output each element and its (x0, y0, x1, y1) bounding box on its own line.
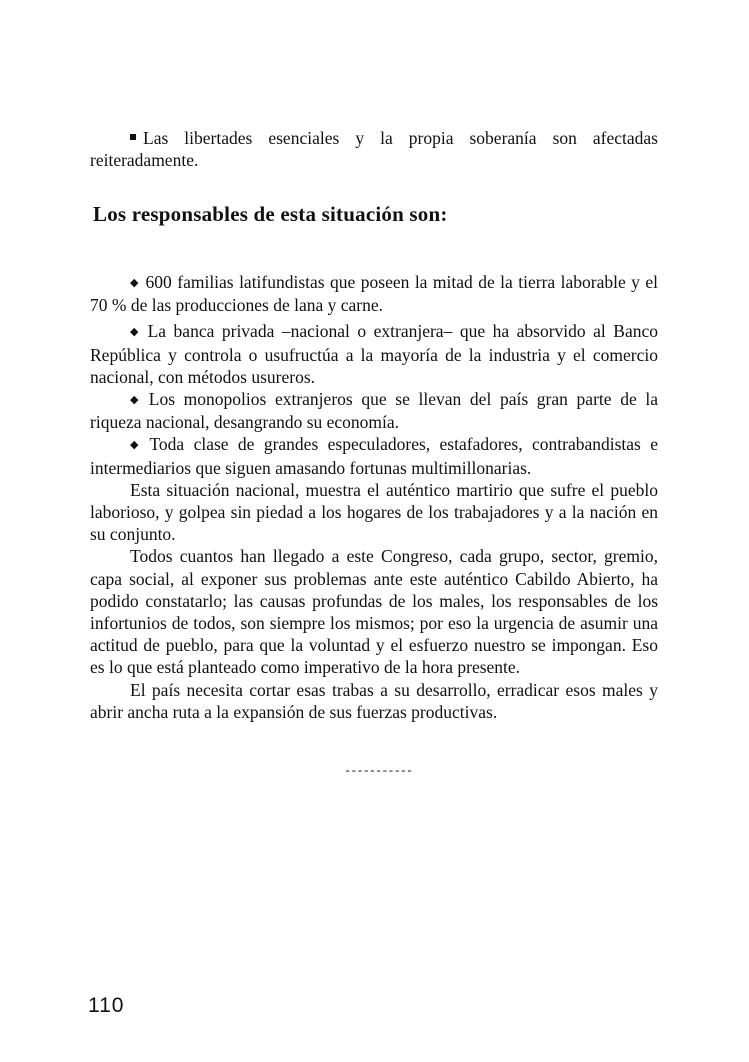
body-paragraph: Esta situación nacional, muestra el auténtico martirio que sufre el pueblo laborioso, y golpea sin piedad a los hogares de los trabajadores y a la nación en su conjunto. (90, 479, 658, 545)
diamond-bullet-icon: ◆ (130, 394, 143, 407)
body-paragraph: El país necesita cortar esas trabas a su desarrollo, erradicar esos males y abrir ancha ruta a la expansión de sus fuerzas productivas. (90, 679, 658, 722)
section-separator: ----------- (344, 764, 413, 778)
diamond-bullet-icon: ◆ (130, 326, 142, 339)
list-item-text: 600 familias latifundistas que poseen la mitad de la tierra laborable y el 70 % de las producciones de lana y carne. (90, 272, 658, 316)
list-item (90, 433, 658, 478)
body-paragraph: Todos cuantos han llegado a este Congreso, cada grupo, sector, gremio, capa social, al exponer sus problemas ante este auténtico Cabildo Abierto, ha podido constatarlo; las causas profundas de los males, los responsables de los infortunios de todos, son siempre los mismos; por eso la urgencia de asumir una actitud de pueblo, para que la voluntad y el esfuerzo nuestro se impongan. Eso es lo que está planteado como imperativo de la hora presente. (90, 546, 658, 678)
list-item (90, 388, 658, 433)
section-heading: Los responsables de esta situación son: (93, 202, 448, 226)
square-bullet-icon (130, 134, 136, 140)
intro-text: Las libertades esenciales y la propia soberanía son afectadas reiteradamente. (90, 128, 658, 171)
list-item-text: La banca privada –nacional o extranjera– que ha absorvido al Banco República y controla o usufructúa a la mayoría de la industria y el comercio nacional, con métodos usureros. (90, 321, 658, 387)
diamond-bullet-icon: ◆ (130, 277, 140, 289)
body-text (90, 271, 658, 723)
diamond-bullet-icon: ◆ (130, 439, 144, 452)
page-number: 110 (88, 994, 125, 1017)
list-item (90, 320, 658, 388)
list-item (90, 271, 658, 316)
intro-paragraph (90, 127, 658, 171)
intro-text-line (90, 127, 658, 171)
list-item-text: Los monopolios extranjeros que se llevan del país gran parte de la riqueza nacional, desangrando su economía. (90, 389, 658, 433)
list-item-text: Toda clase de grandes especuladores, estafadores, contrabandistas e intermediarios que siguen amasando fortunas multimillonarias. (90, 434, 658, 478)
